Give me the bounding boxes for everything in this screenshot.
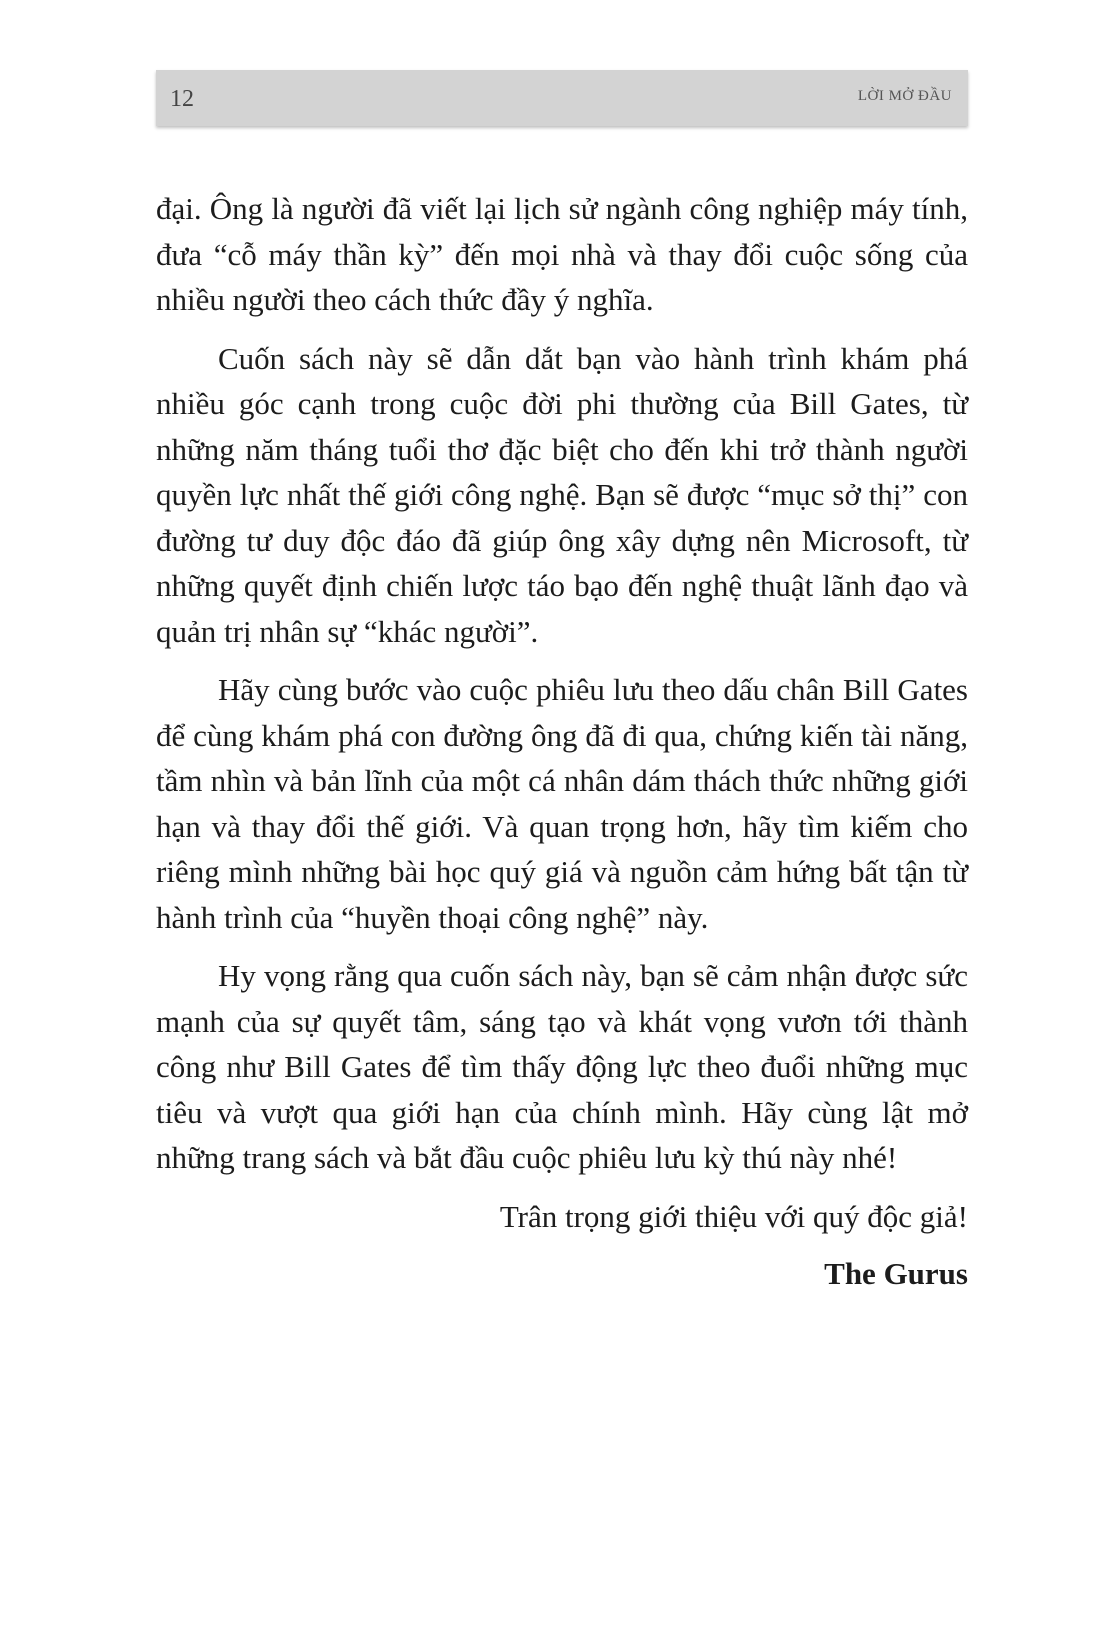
running-header (156, 70, 968, 126)
paragraph: Hãy cùng bước vào cuộc phiêu lưu theo dấu chân Bill Gates để cùng khám phá con đường ông đã đi qua, chứng kiến tài năng, tầm nhìn và bản lĩnh của một cá nhân dám thách thức những giới hạn và thay đổi thế giới. Và quan trọng hơn, hãy tìm kiếm cho riêng mình những bài học quý giá và nguồn cảm hứng bất tận từ hành trình của “huyền thoại công nghệ” này. (156, 672, 968, 935)
section-title: LỜI MỞ ĐẦU (857, 88, 952, 104)
paragraph: Hy vọng rằng qua cuốn sách này, bạn sẽ cảm nhận được sức mạnh của sự quyết tâm, sáng tạo và khát vọng vươn tới thành công như Bill Gates để tìm thấy động lực theo đuổi những mục tiêu và vượt qua giới hạn của chính mình. Hãy cùng lật mở những trang sách và bắt đầu cuộc phiêu lưu kỳ thú này nhé! (156, 958, 968, 1175)
paragraph-continuation: đại. Ông là người đã viết lại lịch sử ngành công nghiệp máy tính, đưa “cỗ máy thần kỳ” đến mọi nhà và thay đổi cuộc sống của nhiều người theo cách thức đầy ý nghĩa. (156, 191, 968, 317)
closing-line: Trân trọng giới thiệu với quý độc giả! (499, 1198, 968, 1234)
paragraph: Cuốn sách này sẽ dẫn dắt bạn vào hành trình khám phá nhiều góc cạnh trong cuộc đời phi thường của Bill Gates, từ những năm tháng tuổi thơ đặc biệt cho đến khi trở thành người quyền lực nhất thế giới công nghệ. Bạn sẽ được “mục sở thị” con đường tư duy độc đáo đã giúp ông xây dựng nên Microsoft, từ những quyết định chiến lược táo bạo đến nghệ thuật lãnh đạo và quản trị nhân sự “khác người”. (156, 340, 968, 649)
page-number: 12 (170, 86, 194, 112)
body-text (156, 186, 968, 1297)
signature: The Gurus (824, 1256, 968, 1291)
